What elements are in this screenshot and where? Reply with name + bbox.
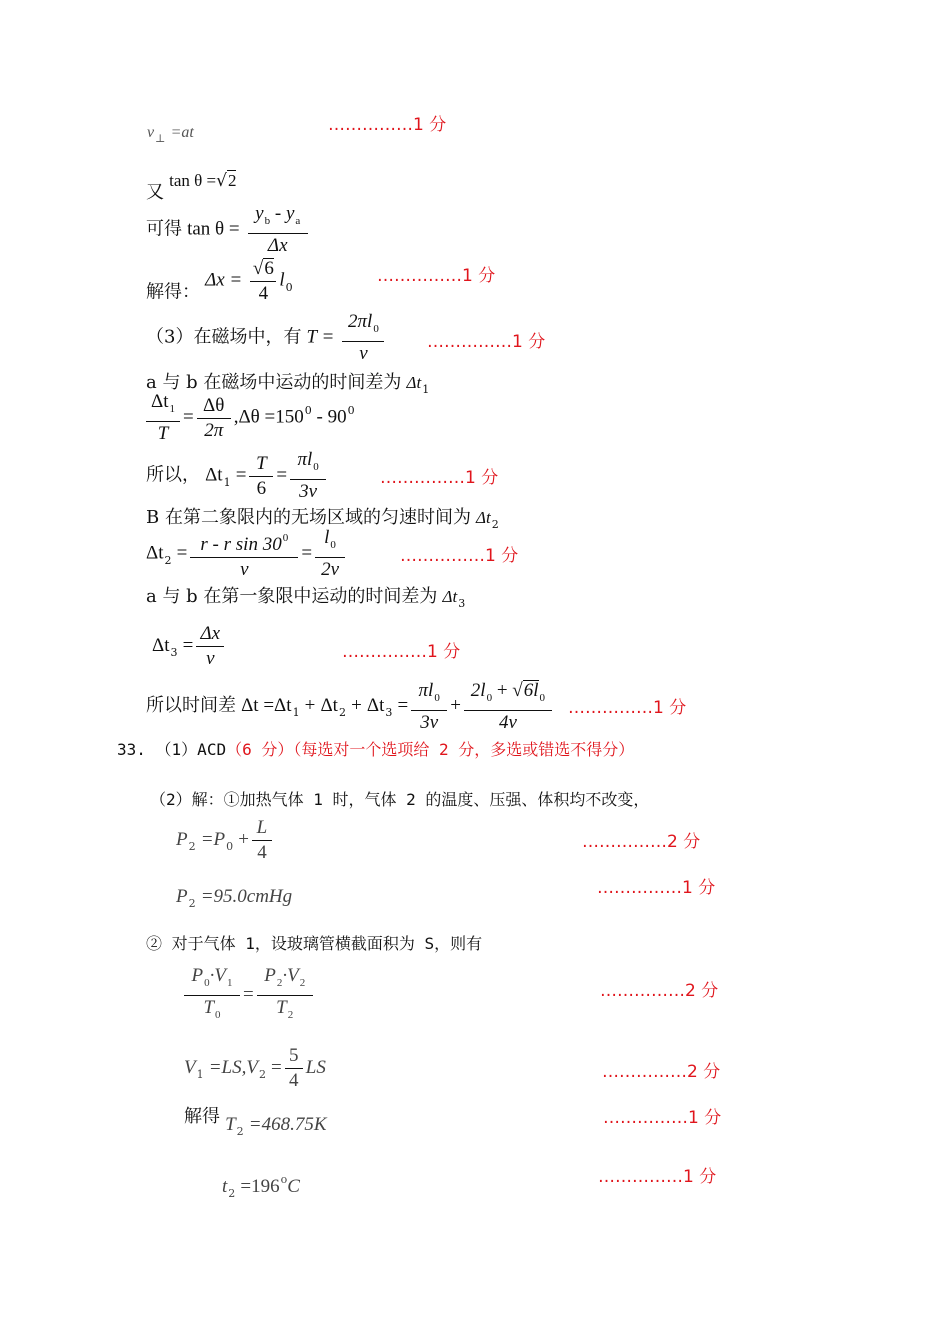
fraction: $\frac{y_b - y_a}{\Delta x}$ [248, 204, 308, 256]
eq-dt2: $\Delta t_2$ = $\frac{r - r \sin 30^0}{v}$ = $\frac{l_0}{2v}$ [146, 528, 348, 580]
score-mark: ……………2 分 [582, 832, 701, 852]
score-mark: ……………2 分 [600, 981, 719, 1001]
fraction: $\frac{\pi l_0}{3v}$ [411, 681, 447, 733]
fraction: $\frac{2l_0 + √6l_0}{4v}$ [464, 680, 552, 733]
eq-p2-formula: $P_2 =P_0$ + $\frac{L}{4}$ [176, 818, 275, 863]
fraction: $\frac{r - r \sin 30^0}{v}$ [190, 528, 298, 580]
fraction: $\frac{P_0\cdot V_1}{T_0}$ [184, 966, 240, 1025]
fraction: $\frac{l_0}{2v}$ [315, 528, 345, 580]
score-mark: ……………1 分 [427, 332, 546, 352]
eq-p2-value: $P_2$ =95.0cmHg [176, 886, 293, 910]
score-mark: ……………1 分 [400, 546, 519, 566]
q33-part2-intro: （2）解：①加热气体 1 时，气体 2 的温度、压强、体积均不改变， [150, 790, 650, 809]
score-mark: ……………1 分 [603, 1108, 722, 1128]
eq-period: （3）在磁场中，有 T = $\frac{2\pi l_0}{v}$ [146, 312, 387, 364]
fraction: $\frac{P_2\cdot V_2}{T_2}$ [257, 966, 313, 1025]
fraction: $\frac{5}{4}$ [285, 1046, 303, 1091]
fraction: $\frac{\pi l_0}{3v}$ [290, 450, 326, 502]
line-ab-first-quadrant: a 与 b 在第一象限中运动的时间差为 $\Delta t_3$ [146, 586, 466, 610]
eq-gas-law: $\frac{P_0\cdot V_1}{T_0}$ = $\frac{P_2\cdot V_2}{T_2}$ [184, 966, 316, 1025]
score-mark: ……………2 分 [602, 1062, 721, 1082]
fraction: $\frac{T}{6}$ [249, 454, 273, 499]
fraction: $\frac{\Delta x}{v}$ [196, 624, 224, 669]
eq-dt1-value: 所以， $\Delta t_1$ = $\frac{T}{6}$ = $\frac{\pi l_0}{3v}$ [146, 450, 329, 502]
eq-dt1-ratio: $\frac{\Delta t_1}{T}$ = $\frac{\Delta\theta}{2\pi}$ $,\Delta\theta =150^0 - 90^0$ [146, 392, 355, 444]
eq-delta-x: 解得： Δx = $\frac{√6}{4}$ $l_0$ [146, 258, 293, 304]
eq-tan-theta-sqrt2: 又 tan θ =√2 [146, 171, 237, 203]
fraction: $\frac{\Delta\theta}{2\pi}$ [197, 396, 231, 441]
line-ab-mag: a 与 b 在磁场中运动的时间差为 $\Delta t_1$ [146, 372, 430, 396]
score-mark: ……………1 分 [328, 115, 447, 135]
score-mark: ……………1 分 [568, 698, 687, 718]
fraction: $\frac{√6}{4}$ [250, 258, 276, 304]
score-mark: ……………1 分 [598, 1167, 717, 1187]
score-mark: ……………1 分 [342, 642, 461, 662]
q33-part2-step2: ② 对于气体 1，设玻璃管横截面积为 S，则有 [146, 934, 483, 953]
score-note: （6 分）（每选对一个选项给 2 分，多选或错选不得分） [226, 740, 635, 759]
q33-part1: 33. （1）ACD（6 分）（每选对一个选项给 2 分，多选或错选不得分） [117, 740, 635, 759]
score-mark: ……………1 分 [380, 468, 499, 488]
question-number: 33. [117, 740, 146, 759]
eq-tan-theta-ratio: 可得 tan θ = $\frac{y_b - y_a}{\Delta x}$ [146, 204, 311, 256]
fraction: $\frac{L}{4}$ [252, 818, 272, 863]
eq-total-time: 所以时间差 $\Delta t =\Delta t_1 + \Delta t_2 + \Delta t_3$ = $\frac{\pi l_0}{3v}$ + $\frac{2l_0 + √6l_0}{4v}$ [146, 680, 555, 733]
line-b-second-quadrant: B 在第二象限内的无场区域的匀速时间为 $\Delta t_2$ [146, 507, 499, 531]
fraction: $\frac{\Delta t_1}{T}$ [146, 392, 180, 444]
fraction: $\frac{2\pi l_0}{v}$ [342, 312, 384, 364]
eq-volumes: $V_1 =LS,V_2$ = $\frac{5}{4}$ LS [184, 1045, 326, 1091]
score-mark: ……………1 分 [377, 266, 496, 286]
score-mark: ……………1 分 [597, 878, 716, 898]
eq-t2-celsius: $t_2 =196^oC$ [222, 1173, 300, 1200]
eq-t2-kelvin: 解得 $T_2 =468.75K$ [184, 1106, 327, 1138]
eq-v-perp: $v_\perp =at$ [147, 124, 194, 145]
eq-dt3: $\Delta t_3$ = $\frac{\Delta x}{v}$ [152, 624, 227, 669]
